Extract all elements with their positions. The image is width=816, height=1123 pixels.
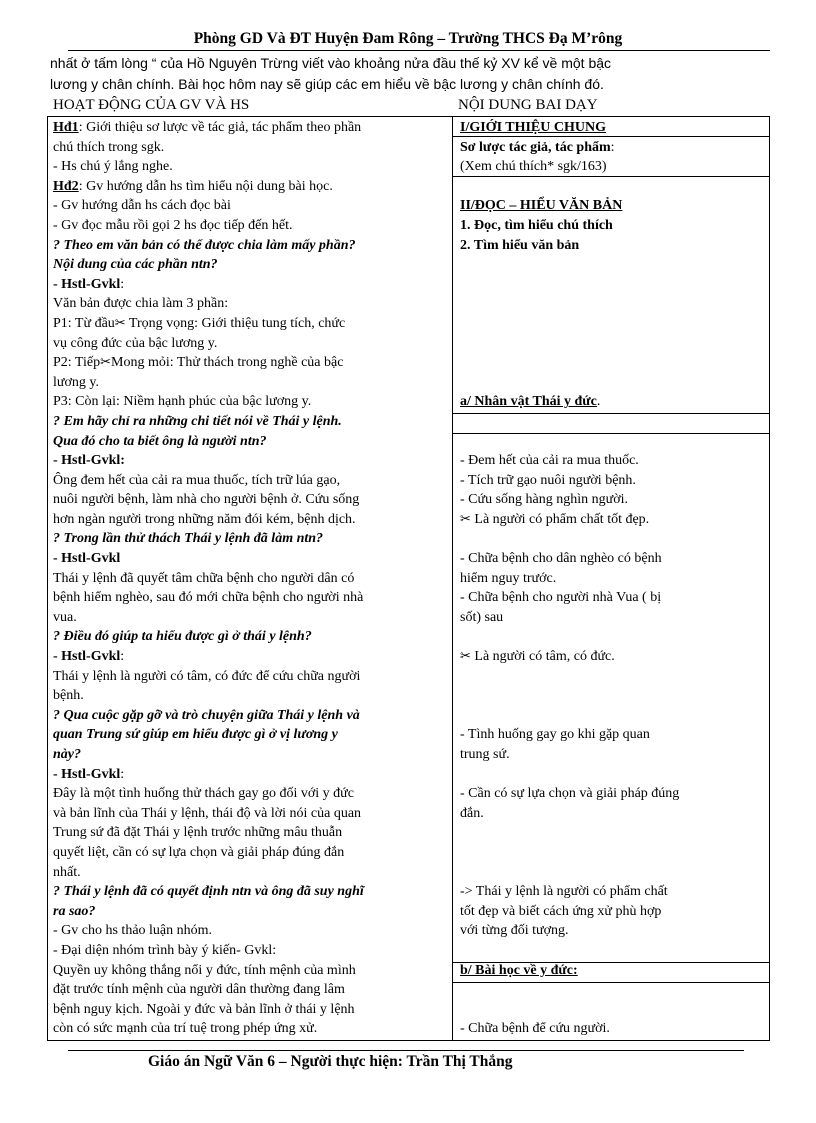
content-line (460, 647, 765, 667)
activity-line (53, 921, 448, 941)
activity-text: ra sao? (53, 903, 96, 919)
intro-line: lương y chân chính. Bài học hôm nay sẽ giúp các em hiểu về bậc lương y chân chính đó. (50, 76, 604, 92)
activity-text: Qua đó cho ta biết ông là người ntn? (53, 433, 267, 449)
activity-text: ? Thái y lệnh đã có quyết định ntn và ông đã suy nghĩ (53, 884, 364, 900)
content-line (460, 118, 765, 138)
activity-line (53, 412, 448, 432)
activity-text: P1: Từ đầu (53, 315, 115, 331)
content-line (460, 255, 765, 275)
activity-line (53, 725, 448, 745)
activity-line (53, 510, 448, 530)
content-text: - Cứu sống hàng nghìn người. (460, 492, 629, 508)
activity-text: ? Trong lần thử thách Thái y lệnh đã làm ntn? (53, 531, 324, 547)
activity-text: : Giới thiệu sơ lược về tác giả, tác phẩm theo phần (78, 120, 362, 135)
activity-text: - Gv cho hs thảo luận nhóm. (53, 923, 213, 939)
activity-line (53, 490, 448, 510)
content-text: -> Thái y lệnh là người có phẩm chất (460, 884, 668, 900)
content-text: - Chữa bệnh cho người nhà Vua ( bị (460, 590, 662, 606)
activity-line (53, 451, 448, 471)
activity-line (53, 941, 448, 961)
activities-column (53, 118, 448, 1039)
content-line (460, 490, 765, 510)
activity-text: - Gv đọc mẫu rồi gọi 2 hs đọc tiếp đến hết. (53, 217, 293, 233)
content-line (460, 138, 765, 158)
activity-line (53, 823, 448, 843)
activity-text: nhất. (53, 864, 81, 880)
content-line (460, 686, 765, 706)
activity-line (53, 196, 448, 216)
content-line (460, 471, 765, 491)
activity-line (53, 353, 448, 373)
activity-text: Ông đem hết của cải ra mua thuốc, tích trữ lúa gạo, (53, 472, 341, 488)
activity-text: quyết liệt, cần có sự lựa chọn và giải pháp đúng đắn (53, 844, 345, 860)
intro-paragraph (50, 53, 770, 95)
content-line (460, 549, 765, 569)
activity-line (53, 569, 448, 589)
content-line (460, 510, 765, 530)
activity-line (53, 392, 448, 412)
activity-text: chú thích trong sgk. (53, 139, 165, 155)
activity-text: này? (53, 747, 81, 762)
activity-text-tail: Trọng vọng: Giới thiệu tung tích, chức (125, 315, 346, 331)
header-rule (68, 50, 770, 51)
column-title-activities: HOẠT ĐỘNG CỦA GV VÀ HS (53, 97, 250, 113)
content-line (460, 373, 765, 393)
activity-line (53, 177, 448, 197)
activity-text: - Hstl-Gvkl (53, 276, 121, 292)
content-text: - Tích trữ gạo nuôi người bệnh. (460, 472, 636, 488)
activity-line (53, 784, 448, 804)
activity-text: Nội dung của các phần ntn? (53, 257, 218, 273)
activity-text-tail: Mong mỏi: Thử thách trong nghề của bậc (111, 355, 344, 371)
activity-line (53, 314, 448, 334)
activity-text: Quyền uy không thắng nổi y đức, tính mệnh của mình (53, 962, 356, 978)
content-line (460, 334, 765, 354)
content-line (460, 451, 765, 471)
content-text: đắn. (460, 805, 484, 821)
activity-text: bệnh. (53, 688, 84, 704)
content-line (460, 921, 765, 941)
content-line (460, 765, 765, 785)
activity-line (53, 980, 448, 1000)
content-line (460, 294, 765, 314)
column-divider (452, 116, 453, 1041)
activity-text: nuôi người bệnh, làm nhà cho người bệnh ở. Cứu sống (53, 492, 360, 508)
content-line (460, 392, 765, 412)
content-line (460, 961, 765, 981)
activity-line (53, 334, 448, 354)
content-text: - Đem hết của cải ra mua thuốc. (460, 453, 639, 469)
activity-line (53, 471, 448, 491)
activity-line (53, 157, 448, 177)
content-line (460, 1019, 765, 1039)
column-title-content: NỘI DUNG BAI DẠY (458, 97, 598, 113)
content-line (460, 902, 765, 922)
activity-line (53, 627, 448, 647)
content-line (460, 627, 765, 647)
activity-text: ? Điều đó giúp ta hiểu được gì ở thái y lệnh? (53, 629, 312, 645)
content-text: hiểm nguy trước. (460, 570, 557, 586)
content-text: I/GIỚI THIỆU CHUNG (460, 120, 606, 135)
content-text-tail: : (610, 139, 615, 155)
content-line (460, 353, 765, 373)
content-text-tail: . (596, 394, 601, 410)
activity-line (53, 1019, 448, 1039)
scissors-icon: ✂ (100, 355, 111, 371)
activity-text: - Hs chú ý lắng nghe. (53, 159, 173, 175)
activity-text: lương y. (53, 374, 99, 390)
content-text: Là người có phẩm chất tốt đẹp. (470, 511, 650, 527)
activity-line (53, 236, 448, 256)
activity-line (53, 373, 448, 393)
activity-text: - Đại diện nhóm trình bày ý kiến- Gvkl: (53, 942, 277, 958)
activity-text: còn có sức mạnh của trí tuệ trong phép ứng xử. (53, 1021, 318, 1037)
content-line (460, 608, 765, 628)
intro-line: nhất ở tấm lòng “ của Hồ Nguyên Trừng viết vào khoảng nửa đầu thế kỷ XV kể về một bậc (50, 55, 612, 71)
content-line (460, 588, 765, 608)
activity-line (53, 118, 448, 138)
activity-text-tail: : (120, 766, 125, 782)
activity-text: quan Trung sứ giúp em hiểu được gì ở vị lương y (53, 727, 338, 743)
scissors-icon: ✂ (460, 649, 471, 665)
content-text: (Xem chú thích* sgk/163) (460, 159, 607, 175)
activity-line (53, 961, 448, 981)
content-text: Sơ lược tác giả, tác phẩm (460, 139, 611, 155)
activity-line (53, 549, 448, 569)
activity-text: Thái y lệnh đã quyết tâm chữa bệnh cho người dân có (53, 570, 355, 586)
content-line (460, 275, 765, 295)
content-line (460, 863, 765, 883)
activity-line (53, 706, 448, 726)
activity-text: Văn bản được chia làm 3 phần: (53, 296, 229, 312)
page-footer: Giáo án Ngữ Văn 6 – Người thực hiện: Trần Thị Thắng (148, 1053, 513, 1070)
activity-line (53, 216, 448, 236)
content-line (460, 529, 765, 549)
activity-text: - Hstl-Gvkl (53, 766, 121, 782)
activity-line (53, 902, 448, 922)
content-text: II/ĐỌC – HIỂU VĂN BẢN (460, 198, 623, 214)
content-text: tốt đẹp và biết cách ứng xử phù hợp (460, 903, 662, 919)
activity-text: ? Qua cuộc gặp gỡ và trò chuyện giữa Thái y lệnh và (53, 707, 360, 723)
activity-line (53, 275, 448, 295)
activity-line (53, 667, 448, 687)
content-column (460, 118, 765, 1039)
content-text: sốt) sau (460, 609, 504, 625)
activity-text: - Hstl-Gvkl: (53, 453, 125, 469)
content-line (460, 314, 765, 334)
content-line (460, 745, 765, 765)
activity-line (53, 608, 448, 628)
content-line (460, 980, 765, 1000)
activity-step-label: Hđ2 (53, 178, 79, 194)
content-line (460, 706, 765, 726)
activity-line (53, 843, 448, 863)
content-line (460, 216, 765, 236)
activity-text: hơn ngàn người trong những năm đói kém, bệnh dịch. (53, 511, 356, 527)
content-line (460, 236, 765, 256)
activity-line (53, 686, 448, 706)
content-text: b/ Bài học về y đức: (460, 962, 578, 978)
content-text: Là người có tâm, có đức. (470, 649, 615, 665)
activity-line (53, 138, 448, 158)
scissors-icon: ✂ (114, 315, 126, 331)
activity-text: P3: Còn lại: Niềm hạnh phúc của bậc lương y. (53, 394, 312, 410)
content-text: - Cần có sự lựa chọn và giải pháp đúng (460, 786, 680, 802)
activity-text: Trung sứ đã đặt Thái y lệnh trước những mâu thuẫn (53, 825, 343, 841)
activity-text: bệnh hiểm nghèo, sau đó mới chữa bệnh cho người nhà (53, 590, 364, 606)
activity-line (53, 647, 448, 667)
content-text: - Tình huống gay go khi gặp quan (460, 727, 650, 743)
activity-line (53, 765, 448, 785)
footer-rule (68, 1050, 744, 1051)
activity-text: : Gv hướng dẫn hs tìm hiểu nội dung bài học. (78, 178, 333, 194)
content-text: với từng đối tượng. (460, 923, 569, 939)
activity-text: - Hstl-Gvkl (53, 649, 121, 665)
activity-text: Đây là một tình huống thử thách gay go đối với y đức (53, 786, 354, 802)
content-line (460, 412, 765, 432)
content-line (460, 882, 765, 902)
activity-text: ? Theo em văn bản có thể được chia làm mấy phần? (53, 237, 356, 253)
content-line (460, 177, 765, 197)
scissors-icon: ✂ (460, 511, 471, 527)
content-line (460, 941, 765, 961)
page-header: Phòng GD Và ĐT Huyện Đam Rông – Trường THCS Đạ M’rông (193, 30, 623, 47)
activity-text: ? Em hãy chỉ ra những chi tiết nói về Thái y lệnh. (53, 413, 342, 429)
content-line (460, 569, 765, 589)
content-text: 1. Đọc, tìm hiểu chú thích (460, 217, 613, 233)
activity-text: và bản lĩnh của Thái y lệnh, thái độ và lời nói của quan (53, 805, 362, 821)
activity-line (53, 294, 448, 314)
activity-line (53, 588, 448, 608)
activity-line (53, 745, 448, 765)
activity-text: đặt trước tính mệnh của người dân thường đang lâm (53, 982, 345, 998)
activity-line (53, 255, 448, 275)
activity-text-tail: : (120, 649, 125, 665)
content-line (460, 804, 765, 824)
content-text: - Chữa bệnh cho dân nghèo có bệnh (460, 551, 662, 567)
content-line (460, 667, 765, 687)
activity-text: vụ công đức của bậc lương y. (53, 335, 218, 351)
content-line (460, 843, 765, 863)
content-line (460, 725, 765, 745)
activity-line (53, 804, 448, 824)
activity-line (53, 529, 448, 549)
activity-line (53, 432, 448, 452)
content-text: 2. Tìm hiểu văn bản (460, 237, 580, 253)
content-line (460, 823, 765, 843)
activity-text: Thái y lệnh là người có tâm, có đức để cứu chữa người (53, 668, 361, 684)
activity-text: vua. (53, 609, 77, 625)
activity-line (53, 863, 448, 883)
activity-step-label: Hđ1 (53, 120, 79, 135)
content-text: - Chữa bệnh để cứu người. (460, 1021, 610, 1037)
content-text: a/ Nhân vật Thái y đức (460, 394, 597, 410)
activity-line (53, 1000, 448, 1020)
content-line (460, 784, 765, 804)
activity-text: - Hstl-Gvkl (53, 551, 121, 567)
content-line (460, 157, 765, 177)
content-line (460, 1000, 765, 1020)
activity-text-tail: : (120, 276, 125, 292)
activity-text: bệnh nguy kịch. Ngoài y đức và bản lĩnh ở thái y lệnh (53, 1001, 355, 1017)
content-line (460, 432, 765, 452)
content-text: trung sứ. (460, 747, 510, 762)
activity-text: - Gv hướng dẫn hs cách đọc bài (53, 198, 231, 214)
activity-text: P2: Tiếp (53, 355, 101, 371)
content-line (460, 196, 765, 216)
activity-line (53, 882, 448, 902)
